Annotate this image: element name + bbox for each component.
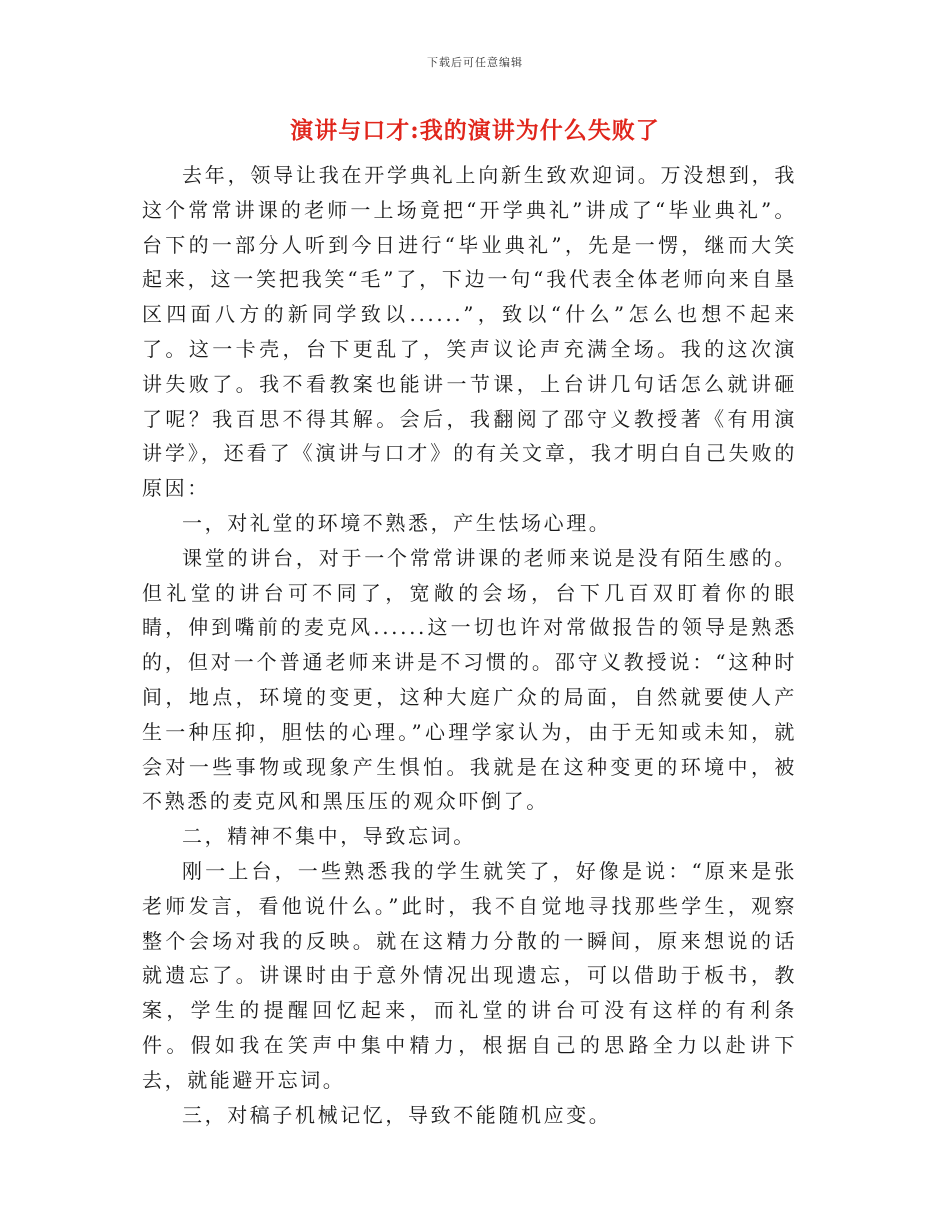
- paragraph-section-2: 刚一上台，一些熟悉我的学生就笑了，好像是说：“原来是张老师发言，看他说什么。”此时，我不自觉地寻找那些学生，观察整个会场对我的反映。就在这精力分散的一瞬间，原来想说的话就遗忘了。讲课时由于意外情况出现遗忘，可以借助于板书，教案，学生的提醒回忆起来，而礼堂的讲台可没有这样的有利条件。假如我在笑声中集中精力，根据自己的思路全力以赴讲下去，就能避开忘词。: [142, 858, 797, 1092]
- section-heading-3: 三，对稿子机械记忆，导致不能随机应变。: [182, 1102, 612, 1127]
- paragraph-intro: 去年，领导让我在开学典礼上向新生致欢迎词。万没想到，我这个常常讲课的老师一上场竟把“开学典礼”讲成了“毕业典礼”。台下的一部分人听到今日进行“毕业典礼”，先是一愣，继而大笑起来，这一笑把我笑“毛”了，下边一句“我代表全体老师向来自垦区四面八方的新同学致以......”，致以“什么”怎么也想不起来了。这一卡壳，台下更乱了，笑声议论声充满全场。我的这次演讲失败了。我不看教案也能讲一节课，上台讲几句话怎么就讲砸了呢？我百思不得其解。会后，我翻阅了邵守义教授著《有用演讲学》，还看了《演讲与口才》的有关文章，我才明白自己失败的原因：: [142, 163, 797, 501]
- page-header: 下载后可任意编辑: [427, 56, 523, 69]
- section-heading-2: 二，精神不集中，导致忘词。: [182, 824, 476, 849]
- paragraph-section-1: 课堂的讲台，对于一个常常讲课的老师来说是没有陌生感的。但礼堂的讲台可不同了，宽敞的会场，台下几百双盯着你的眼睛，伸到嘴前的麦克风......这一切也许对常做报告的领导是熟悉的，但对一个普通老师来讲是不习惯的。邵守义教授说：“这种时间，地点，环境的变更，这种大庭广众的局面，自然就要使人产生一种压抑，胆怯的心理。”心理学家认为，由于无知或未知，就会对一些事物或现象产生惧怕。我就是在这种变更的环境中，被不熟悉的麦克风和黑压压的观众吓倒了。: [142, 545, 797, 814]
- document-body: [142, 158, 797, 1132]
- document-title: 演讲与口才:我的演讲为什么失败了: [290, 117, 660, 144]
- section-heading-1: 一，对礼堂的环境不熟悉，产生怯场心理。: [182, 510, 612, 535]
